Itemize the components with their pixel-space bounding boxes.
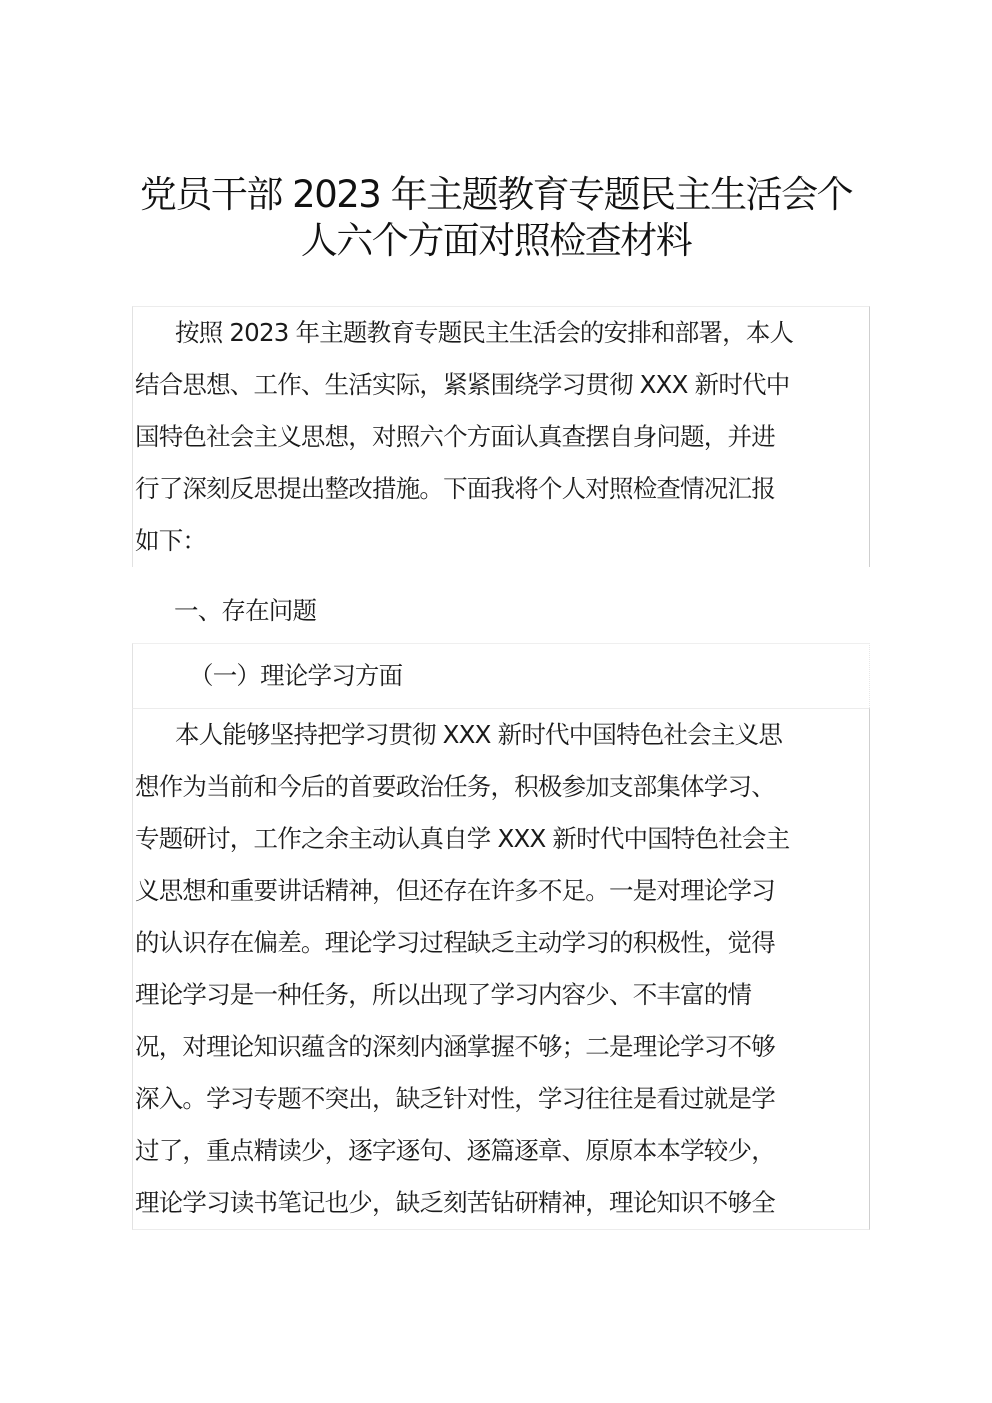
body-line-9: 过了，重点精读少，逐字逐句、逐篇逐章、原原本本学较少， — [132, 1125, 870, 1177]
intro-line-1: 按照 2023 年主题教育专题民主生活会的安排和部署，本人 — [132, 306, 870, 359]
paragraph-gap — [132, 567, 870, 579]
body-line-7: 况，对理论知识蕴含的深刻内涵掌握不够；二是理论学习不够 — [132, 1021, 870, 1073]
body-line-10: 理论学习读书笔记也少，缺乏刻苦钻研精神，理论知识不够全 — [132, 1177, 870, 1230]
document-body — [132, 306, 870, 1230]
section-heading: 一、存在问题 — [174, 596, 317, 625]
intro-line-4: 行了深刻反思提出整改措施。下面我将个人对照检查情况汇报 — [132, 463, 870, 515]
title-line-1: 党员干部 2023 年主题教育专题民主生活会个 — [139, 173, 853, 216]
body-line-2: 想作为当前和今后的首要政治任务，积极参加支部集体学习、 — [132, 761, 870, 813]
body-line-6: 理论学习是一种任务，所以出现了学习内容少、不丰富的情 — [132, 969, 870, 1021]
title-line-2: 人六个方面对照检查材料 — [300, 219, 692, 262]
intro-line-5: 如下： — [132, 515, 870, 567]
document-title — [120, 172, 872, 264]
intro-line-2: 结合思想、工作、生活实际，紧紧围绕学习贯彻 XXX 新时代中 — [132, 359, 870, 411]
body-line-4: 义思想和重要讲话精神，但还存在许多不足。一是对理论学习 — [132, 865, 870, 917]
body-line-1: 本人能够坚持把学习贯彻 XXX 新时代中国特色社会主义思 — [132, 708, 870, 761]
intro-line-3: 国特色社会主义思想，对照六个方面认真查摆自身问题，并进 — [132, 411, 870, 463]
body-line-3: 专题研讨，工作之余主动认真自学 XXX 新时代中国特色社会主 — [132, 813, 870, 865]
body-line-8: 深入。学习专题不突出，缺乏针对性，学习往往是看过就是学 — [132, 1073, 870, 1125]
body-line-5: 的认识存在偏差。理论学习过程缺乏主动学习的积极性，觉得 — [132, 917, 870, 969]
subsection-heading: （一）理论学习方面 — [132, 643, 870, 708]
